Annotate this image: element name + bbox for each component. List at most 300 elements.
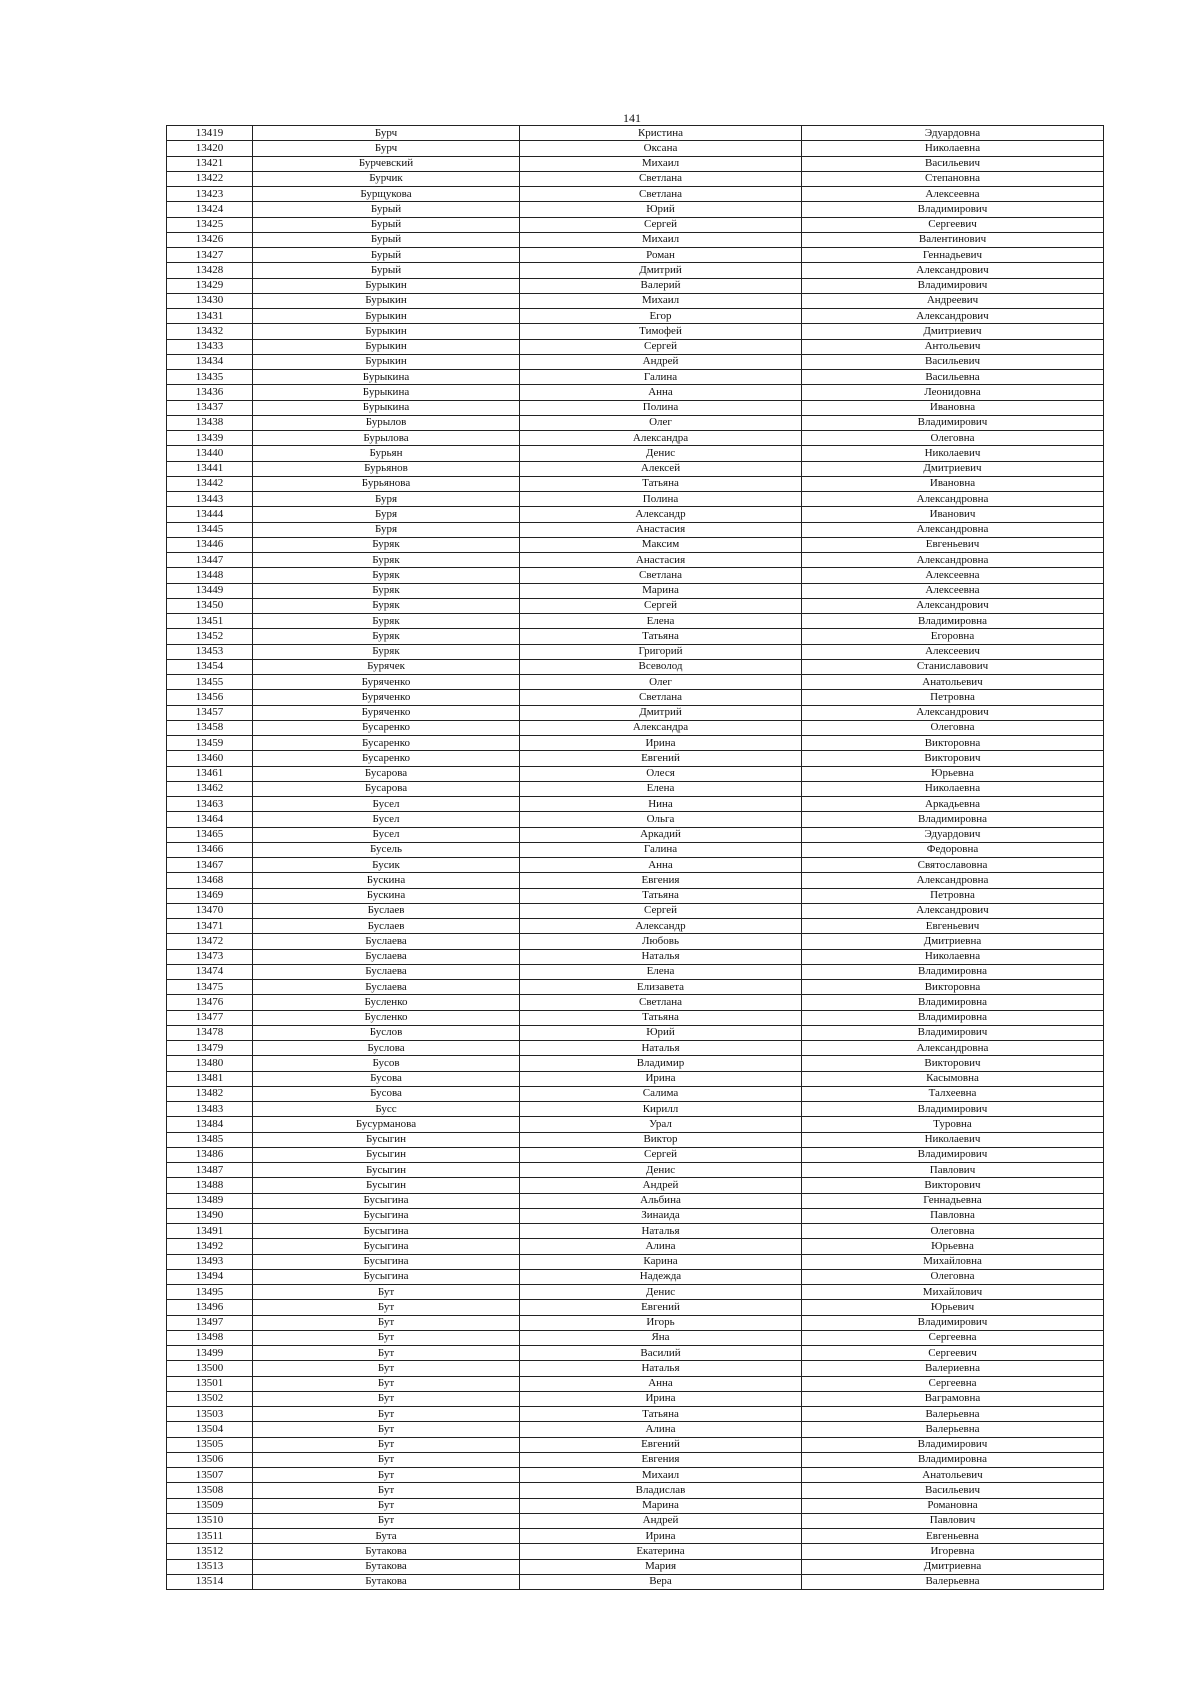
record-number-cell: 13476 — [167, 995, 253, 1010]
table-row — [167, 873, 1104, 888]
table-row — [167, 705, 1104, 720]
table-row — [167, 1391, 1104, 1406]
registry-table-body — [167, 126, 1104, 1590]
patronymic-cell: Федоровна — [802, 842, 1104, 857]
record-number-cell: 13433 — [167, 339, 253, 354]
surname-cell: Бут — [253, 1361, 520, 1376]
first-name-cell: Наталья — [520, 1224, 802, 1239]
patronymic-cell: Владимировна — [802, 964, 1104, 979]
record-number-cell: 13449 — [167, 583, 253, 598]
record-number-cell: 13475 — [167, 980, 253, 995]
first-name-cell: Наталья — [520, 1041, 802, 1056]
record-number-cell: 13498 — [167, 1330, 253, 1345]
patronymic-cell: Анатольевич — [802, 675, 1104, 690]
surname-cell: Бурылов — [253, 415, 520, 430]
surname-cell: Бут — [253, 1452, 520, 1467]
table-row — [167, 171, 1104, 186]
first-name-cell: Светлана — [520, 568, 802, 583]
surname-cell: Буряк — [253, 614, 520, 629]
surname-cell: Бут — [253, 1513, 520, 1528]
first-name-cell: Андрей — [520, 1178, 802, 1193]
first-name-cell: Светлана — [520, 995, 802, 1010]
patronymic-cell: Ивановна — [802, 400, 1104, 415]
record-number-cell: 13459 — [167, 736, 253, 751]
patronymic-cell: Владимирович — [802, 278, 1104, 293]
table-row — [167, 1498, 1104, 1513]
table-row — [167, 1269, 1104, 1284]
surname-cell: Бурый — [253, 232, 520, 247]
first-name-cell: Евгений — [520, 751, 802, 766]
surname-cell: Бусел — [253, 797, 520, 812]
record-number-cell: 13458 — [167, 720, 253, 735]
table-row — [167, 1330, 1104, 1345]
patronymic-cell: Павлович — [802, 1513, 1104, 1528]
first-name-cell: Салима — [520, 1086, 802, 1101]
record-number-cell: 13461 — [167, 766, 253, 781]
record-number-cell: 13429 — [167, 278, 253, 293]
record-number-cell: 13513 — [167, 1559, 253, 1574]
table-row — [167, 751, 1104, 766]
record-number-cell: 13504 — [167, 1422, 253, 1437]
table-row — [167, 766, 1104, 781]
patronymic-cell: Владимировна — [802, 1452, 1104, 1467]
first-name-cell: Наталья — [520, 1361, 802, 1376]
table-row — [167, 1361, 1104, 1376]
surname-cell: Бурыкина — [253, 385, 520, 400]
record-number-cell: 13487 — [167, 1163, 253, 1178]
record-number-cell: 13480 — [167, 1056, 253, 1071]
record-number-cell: 13445 — [167, 522, 253, 537]
patronymic-cell: Викторович — [802, 1056, 1104, 1071]
patronymic-cell: Касымовна — [802, 1071, 1104, 1086]
first-name-cell: Игорь — [520, 1315, 802, 1330]
first-name-cell: Полина — [520, 492, 802, 507]
patronymic-cell: Александровна — [802, 492, 1104, 507]
surname-cell: Бусыгин — [253, 1132, 520, 1147]
table-row — [167, 1117, 1104, 1132]
patronymic-cell: Иванович — [802, 507, 1104, 522]
patronymic-cell: Ивановна — [802, 476, 1104, 491]
table-row — [167, 1041, 1104, 1056]
record-number-cell: 13442 — [167, 476, 253, 491]
surname-cell: Бускина — [253, 888, 520, 903]
record-number-cell: 13485 — [167, 1132, 253, 1147]
first-name-cell: Ирина — [520, 736, 802, 751]
record-number-cell: 13508 — [167, 1483, 253, 1498]
table-row — [167, 187, 1104, 202]
record-number-cell: 13423 — [167, 187, 253, 202]
table-row — [167, 1102, 1104, 1117]
table-row — [167, 858, 1104, 873]
surname-cell: Бутакова — [253, 1574, 520, 1589]
record-number-cell: 13443 — [167, 492, 253, 507]
first-name-cell: Евгений — [520, 1437, 802, 1452]
surname-cell: Бут — [253, 1391, 520, 1406]
surname-cell: Буря — [253, 507, 520, 522]
record-number-cell: 13451 — [167, 614, 253, 629]
first-name-cell: Ирина — [520, 1071, 802, 1086]
surname-cell: Бурыкин — [253, 293, 520, 308]
record-number-cell: 13464 — [167, 812, 253, 827]
surname-cell: Бурщукова — [253, 187, 520, 202]
first-name-cell: Светлана — [520, 187, 802, 202]
patronymic-cell: Алексеевич — [802, 644, 1104, 659]
record-number-cell: 13446 — [167, 537, 253, 552]
surname-cell: Бусель — [253, 842, 520, 857]
surname-cell: Бурыкин — [253, 339, 520, 354]
surname-cell: Бута — [253, 1529, 520, 1544]
first-name-cell: Александр — [520, 919, 802, 934]
surname-cell: Бут — [253, 1330, 520, 1345]
table-row — [167, 385, 1104, 400]
record-number-cell: 13436 — [167, 385, 253, 400]
surname-cell: Бут — [253, 1376, 520, 1391]
surname-cell: Бут — [253, 1315, 520, 1330]
table-row — [167, 1529, 1104, 1544]
patronymic-cell: Святославовна — [802, 858, 1104, 873]
table-row — [167, 1132, 1104, 1147]
record-number-cell: 13484 — [167, 1117, 253, 1132]
patronymic-cell: Ваграмовна — [802, 1391, 1104, 1406]
record-number-cell: 13428 — [167, 263, 253, 278]
first-name-cell: Ольга — [520, 812, 802, 827]
table-row — [167, 1147, 1104, 1162]
record-number-cell: 13483 — [167, 1102, 253, 1117]
patronymic-cell: Александрович — [802, 309, 1104, 324]
table-row — [167, 232, 1104, 247]
table-row — [167, 1086, 1104, 1101]
patronymic-cell: Алексеевна — [802, 568, 1104, 583]
table-row — [167, 461, 1104, 476]
table-row — [167, 949, 1104, 964]
table-row — [167, 1544, 1104, 1559]
surname-cell: Бурыкин — [253, 324, 520, 339]
table-row — [167, 1239, 1104, 1254]
table-row — [167, 507, 1104, 522]
first-name-cell: Егор — [520, 309, 802, 324]
table-row — [167, 568, 1104, 583]
surname-cell: Буряченко — [253, 690, 520, 705]
first-name-cell: Василий — [520, 1346, 802, 1361]
surname-cell: Бут — [253, 1300, 520, 1315]
table-row — [167, 644, 1104, 659]
patronymic-cell: Андреевич — [802, 293, 1104, 308]
record-number-cell: 13469 — [167, 888, 253, 903]
record-number-cell: 13441 — [167, 461, 253, 476]
table-row — [167, 278, 1104, 293]
patronymic-cell: Дмитриевна — [802, 934, 1104, 949]
table-row — [167, 1513, 1104, 1528]
surname-cell: Бут — [253, 1285, 520, 1300]
first-name-cell: Юрий — [520, 202, 802, 217]
patronymic-cell: Владимировна — [802, 1010, 1104, 1025]
patronymic-cell: Николаевна — [802, 781, 1104, 796]
patronymic-cell: Антольевич — [802, 339, 1104, 354]
patronymic-cell: Владимирович — [802, 1147, 1104, 1162]
patronymic-cell: Владимировна — [802, 614, 1104, 629]
record-number-cell: 13494 — [167, 1269, 253, 1284]
table-row — [167, 492, 1104, 507]
first-name-cell: Олег — [520, 415, 802, 430]
table-row — [167, 1163, 1104, 1178]
table-row — [167, 827, 1104, 842]
table-row — [167, 888, 1104, 903]
first-name-cell: Надежда — [520, 1269, 802, 1284]
record-number-cell: 13507 — [167, 1468, 253, 1483]
record-number-cell: 13463 — [167, 797, 253, 812]
surname-cell: Бут — [253, 1498, 520, 1513]
patronymic-cell: Павлович — [802, 1163, 1104, 1178]
patronymic-cell: Евгеньевич — [802, 537, 1104, 552]
record-number-cell: 13514 — [167, 1574, 253, 1589]
record-number-cell: 13454 — [167, 659, 253, 674]
patronymic-cell: Егоровна — [802, 629, 1104, 644]
first-name-cell: Аркадий — [520, 827, 802, 842]
surname-cell: Бусаренко — [253, 720, 520, 735]
record-number-cell: 13422 — [167, 171, 253, 186]
patronymic-cell: Юрьевна — [802, 1239, 1104, 1254]
table-row — [167, 797, 1104, 812]
surname-cell: Бусленко — [253, 995, 520, 1010]
patronymic-cell: Александрович — [802, 705, 1104, 720]
table-row — [167, 141, 1104, 156]
surname-cell: Бусик — [253, 858, 520, 873]
first-name-cell: Светлана — [520, 690, 802, 705]
record-number-cell: 13438 — [167, 415, 253, 430]
surname-cell: Бурый — [253, 202, 520, 217]
table-row — [167, 842, 1104, 857]
record-number-cell: 13490 — [167, 1208, 253, 1223]
patronymic-cell: Олеговна — [802, 431, 1104, 446]
first-name-cell: Алина — [520, 1422, 802, 1437]
patronymic-cell: Александровна — [802, 522, 1104, 537]
record-number-cell: 13493 — [167, 1254, 253, 1269]
record-number-cell: 13447 — [167, 553, 253, 568]
surname-cell: Буряк — [253, 583, 520, 598]
table-row — [167, 537, 1104, 552]
first-name-cell: Вера — [520, 1574, 802, 1589]
record-number-cell: 13435 — [167, 370, 253, 385]
page-number: 141 — [623, 111, 641, 125]
surname-cell: Бурыкин — [253, 278, 520, 293]
patronymic-cell: Сергеевич — [802, 1346, 1104, 1361]
first-name-cell: Марина — [520, 1498, 802, 1513]
first-name-cell: Дмитрий — [520, 705, 802, 720]
record-number-cell: 13420 — [167, 141, 253, 156]
patronymic-cell: Александровна — [802, 873, 1104, 888]
patronymic-cell: Владимирович — [802, 415, 1104, 430]
patronymic-cell: Юрьевна — [802, 766, 1104, 781]
first-name-cell: Татьяна — [520, 1407, 802, 1422]
first-name-cell: Денис — [520, 1285, 802, 1300]
record-number-cell: 13481 — [167, 1071, 253, 1086]
surname-cell: Бурьян — [253, 446, 520, 461]
surname-cell: Буслова — [253, 1041, 520, 1056]
patronymic-cell: Викторовна — [802, 736, 1104, 751]
record-number-cell: 13419 — [167, 126, 253, 141]
first-name-cell: Сергей — [520, 598, 802, 613]
surname-cell: Бурчик — [253, 171, 520, 186]
table-row — [167, 583, 1104, 598]
table-row — [167, 339, 1104, 354]
first-name-cell: Ирина — [520, 1529, 802, 1544]
table-row — [167, 1193, 1104, 1208]
surname-cell: Бурыкина — [253, 400, 520, 415]
patronymic-cell: Валерьевна — [802, 1574, 1104, 1589]
table-row — [167, 629, 1104, 644]
first-name-cell: Мария — [520, 1559, 802, 1574]
patronymic-cell: Александрович — [802, 263, 1104, 278]
first-name-cell: Сергей — [520, 903, 802, 918]
table-row — [167, 1452, 1104, 1467]
table-row — [167, 553, 1104, 568]
record-number-cell: 13439 — [167, 431, 253, 446]
record-number-cell: 13503 — [167, 1407, 253, 1422]
record-number-cell: 13486 — [167, 1147, 253, 1162]
patronymic-cell: Романовна — [802, 1498, 1104, 1513]
patronymic-cell: Алексеевна — [802, 187, 1104, 202]
record-number-cell: 13506 — [167, 1452, 253, 1467]
surname-cell: Бурьянова — [253, 476, 520, 491]
surname-cell: Бусел — [253, 827, 520, 842]
table-row — [167, 1422, 1104, 1437]
first-name-cell: Урал — [520, 1117, 802, 1132]
first-name-cell: Андрей — [520, 354, 802, 369]
surname-cell: Буслаева — [253, 980, 520, 995]
patronymic-cell: Васильевич — [802, 354, 1104, 369]
table-row — [167, 690, 1104, 705]
table-row — [167, 995, 1104, 1010]
table-row — [167, 812, 1104, 827]
first-name-cell: Юрий — [520, 1025, 802, 1040]
record-number-cell: 13509 — [167, 1498, 253, 1513]
patronymic-cell: Владимирович — [802, 1025, 1104, 1040]
first-name-cell: Виктор — [520, 1132, 802, 1147]
table-row — [167, 1285, 1104, 1300]
patronymic-cell: Леонидовна — [802, 385, 1104, 400]
surname-cell: Буря — [253, 492, 520, 507]
first-name-cell: Евгения — [520, 873, 802, 888]
record-number-cell: 13501 — [167, 1376, 253, 1391]
table-row — [167, 415, 1104, 430]
record-number-cell: 13453 — [167, 644, 253, 659]
table-row — [167, 156, 1104, 171]
table-row — [167, 217, 1104, 232]
patronymic-cell: Михайловна — [802, 1254, 1104, 1269]
table-row — [167, 1025, 1104, 1040]
patronymic-cell: Олеговна — [802, 1224, 1104, 1239]
record-number-cell: 13430 — [167, 293, 253, 308]
surname-cell: Буслаева — [253, 949, 520, 964]
patronymic-cell: Валерьевна — [802, 1422, 1104, 1437]
first-name-cell: Денис — [520, 1163, 802, 1178]
first-name-cell: Анна — [520, 385, 802, 400]
patronymic-cell: Евгеньевич — [802, 919, 1104, 934]
record-number-cell: 13465 — [167, 827, 253, 842]
first-name-cell: Яна — [520, 1330, 802, 1345]
first-name-cell: Тимофей — [520, 324, 802, 339]
surname-cell: Бусыгина — [253, 1269, 520, 1284]
surname-cell: Бурылова — [253, 431, 520, 446]
record-number-cell: 13456 — [167, 690, 253, 705]
surname-cell: Буряк — [253, 644, 520, 659]
patronymic-cell: Александрович — [802, 903, 1104, 918]
patronymic-cell: Олеговна — [802, 720, 1104, 735]
table-row — [167, 964, 1104, 979]
first-name-cell: Оксана — [520, 141, 802, 156]
table-row — [167, 293, 1104, 308]
patronymic-cell: Владимирович — [802, 1102, 1104, 1117]
surname-cell: Бурый — [253, 217, 520, 232]
patronymic-cell: Петровна — [802, 690, 1104, 705]
table-row — [167, 1254, 1104, 1269]
patronymic-cell: Валериевна — [802, 1361, 1104, 1376]
first-name-cell: Алексей — [520, 461, 802, 476]
patronymic-cell: Геннадьевна — [802, 1193, 1104, 1208]
record-number-cell: 13448 — [167, 568, 253, 583]
record-number-cell: 13502 — [167, 1391, 253, 1406]
first-name-cell: Татьяна — [520, 888, 802, 903]
record-number-cell: 13434 — [167, 354, 253, 369]
table-row — [167, 431, 1104, 446]
surname-cell: Бурыкина — [253, 370, 520, 385]
table-row — [167, 1315, 1104, 1330]
surname-cell: Бурыкин — [253, 354, 520, 369]
record-number-cell: 13482 — [167, 1086, 253, 1101]
first-name-cell: Карина — [520, 1254, 802, 1269]
record-number-cell: 13505 — [167, 1437, 253, 1452]
first-name-cell: Елена — [520, 964, 802, 979]
patronymic-cell: Степановна — [802, 171, 1104, 186]
record-number-cell: 13470 — [167, 903, 253, 918]
first-name-cell: Александра — [520, 720, 802, 735]
patronymic-cell: Петровна — [802, 888, 1104, 903]
patronymic-cell: Аркадьевна — [802, 797, 1104, 812]
surname-cell: Бут — [253, 1422, 520, 1437]
patronymic-cell: Алексеевна — [802, 583, 1104, 598]
first-name-cell: Анастасия — [520, 522, 802, 537]
record-number-cell: 13425 — [167, 217, 253, 232]
first-name-cell: Сергей — [520, 1147, 802, 1162]
surname-cell: Буря — [253, 522, 520, 537]
table-row — [167, 659, 1104, 674]
table-row — [167, 675, 1104, 690]
record-number-cell: 13511 — [167, 1529, 253, 1544]
first-name-cell: Денис — [520, 446, 802, 461]
table-row — [167, 1468, 1104, 1483]
table-row — [167, 1437, 1104, 1452]
patronymic-cell: Геннадьевич — [802, 248, 1104, 263]
first-name-cell: Евгений — [520, 1300, 802, 1315]
patronymic-cell: Эдуардовна — [802, 126, 1104, 141]
registry-table — [166, 125, 1104, 1590]
first-name-cell: Татьяна — [520, 476, 802, 491]
patronymic-cell: Анатольевич — [802, 1468, 1104, 1483]
record-number-cell: 13424 — [167, 202, 253, 217]
first-name-cell: Светлана — [520, 171, 802, 186]
table-row — [167, 324, 1104, 339]
record-number-cell: 13457 — [167, 705, 253, 720]
surname-cell: Бурчевский — [253, 156, 520, 171]
record-number-cell: 13471 — [167, 919, 253, 934]
first-name-cell: Владимир — [520, 1056, 802, 1071]
table-row — [167, 720, 1104, 735]
record-number-cell: 13466 — [167, 842, 253, 857]
surname-cell: Бут — [253, 1468, 520, 1483]
surname-cell: Бут — [253, 1407, 520, 1422]
record-number-cell: 13468 — [167, 873, 253, 888]
patronymic-cell: Владимирович — [802, 1437, 1104, 1452]
